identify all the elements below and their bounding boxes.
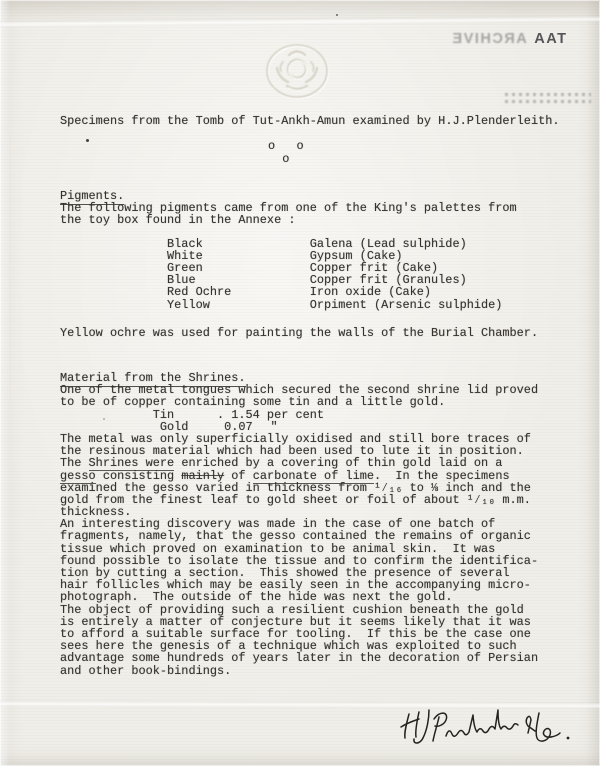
pigment-color: Green	[167, 260, 203, 275]
shrines-section	[60, 372, 586, 677]
pigment-color: Blue	[167, 273, 196, 288]
text-line: advantage some hundreds of years later in the decoration of Persian	[60, 651, 539, 666]
element-value: . 1.54 per cent	[216, 407, 325, 422]
text-line	[60, 470, 586, 482]
dots-row: o o	[268, 139, 304, 153]
text-line: tissue which proved on examination to be animal skin. It was	[60, 541, 496, 556]
archive-stamp-bleedthrough	[451, 31, 566, 47]
text-line: is entirely a matter of conjecture but it seems likely that it was	[60, 614, 531, 629]
heading-text: Pigments.	[60, 189, 125, 203]
text-line: Yellow ochre was used for painting the walls of the Burial Chamber.	[60, 325, 539, 340]
decorative-dots	[268, 140, 304, 166]
pigments-table	[60, 238, 586, 311]
text-line: tion by cutting a section. This showed the presence of several	[60, 566, 510, 580]
pigment-color: Yellow	[167, 297, 210, 312]
tin-analysis-row	[60, 409, 586, 421]
text-line: fragments, namely, that the gesso contained the remains of organic	[60, 529, 531, 544]
stamp-word: ARCHIVE	[451, 31, 527, 47]
pigment-material: Copper frit (Granules)	[309, 273, 467, 288]
ditto-mark: "	[270, 419, 278, 434]
element-label: Tin	[152, 407, 175, 422]
smudge-row	[505, 100, 591, 103]
embossed-royal-seal-icon	[263, 42, 331, 102]
text-fragment: The	[60, 456, 89, 471]
text-line: to be of copper containing some tin and a little gold.	[60, 395, 446, 410]
text-fragment: of	[224, 468, 253, 483]
text-line: sees here the genesis of a technique which was exploited to such	[60, 639, 517, 654]
document-header	[60, 115, 586, 127]
text-line: The object of providing such a resilient cushion beneath the gold	[60, 602, 524, 617]
text-line: thickness.	[60, 505, 132, 520]
pigment-material: Galena (Lead sulphide)	[309, 236, 467, 251]
text-line: examined the gesso varied in thickness from ¹⁄₁₆ to ⅛ inch and the	[60, 480, 531, 495]
stamp-word: TAA	[532, 31, 566, 47]
pigment-color: Red Ochre	[167, 285, 232, 300]
pigment-material: Iron oxide (Cake)	[309, 285, 432, 300]
paper-crease	[0, 15, 600, 27]
ink-smudge	[505, 93, 591, 107]
text-fragment: enriched by a covering of thin gold laid on a	[174, 456, 503, 471]
underlined-text: Shrines were	[88, 456, 175, 471]
text-line: The metal was only superficially oxidised and still bore traces of	[60, 431, 531, 446]
handwritten-signature	[398, 705, 578, 755]
text-line: the resinous material which had been used to lute it in position.	[60, 444, 524, 459]
ink-speck	[336, 14, 338, 16]
text-fragment: . In the specimens	[374, 468, 510, 483]
overstruck-text: mainly	[181, 468, 225, 483]
text-line: One of the metal tongues which secured the second shrine lid proved	[60, 383, 539, 398]
text-line: found possible to isolate the tissue and to confirm the identifica-	[60, 553, 539, 568]
element-label: Gold	[159, 419, 189, 434]
pigment-row	[60, 299, 586, 311]
ink-speck	[86, 139, 89, 142]
text-line: the toy box found in the Annexe :	[60, 213, 296, 228]
text-fragment: consisting	[95, 468, 182, 483]
pigments-section	[60, 190, 586, 339]
pigment-material: Gypsum (Cake)	[309, 248, 403, 263]
pigment-material: Orpiment (Arsenic sulphide)	[309, 297, 503, 312]
smudge-row	[505, 93, 591, 96]
pigment-material: Copper frit (Cake)	[309, 260, 439, 275]
underlined-text: gesso	[60, 468, 96, 483]
document-title: Specimens from the Tomb of Tut-Ankh-Amun examined by H.J.Plenderleith.	[60, 114, 560, 128]
dots-row: o	[268, 152, 290, 166]
heading-text: Material from the Shrines.	[60, 371, 246, 385]
text-line: An interesting discovery was made in the case of one batch of	[60, 517, 496, 532]
text-line: photograph. The outside of the hide was next the gold.	[60, 590, 453, 605]
underlined-text: carbonate of lime	[252, 468, 375, 483]
pigment-color: Black	[167, 236, 203, 251]
text-line: gold from the finest leaf to gold sheet or foil of about ¹⁄₁₀ m.m.	[60, 492, 531, 507]
text-line: and other book-bindings.	[60, 663, 232, 678]
text-line: The following pigments came from one of the King's palettes from	[60, 201, 517, 216]
text-line: to afford a suitable surface for tooling. If this be the case one	[60, 626, 531, 641]
element-value: 0.07	[224, 419, 253, 434]
text-line: hair follicles which may be easily seen in the accompanying micro-	[60, 578, 531, 593]
pigment-color: White	[167, 248, 203, 263]
